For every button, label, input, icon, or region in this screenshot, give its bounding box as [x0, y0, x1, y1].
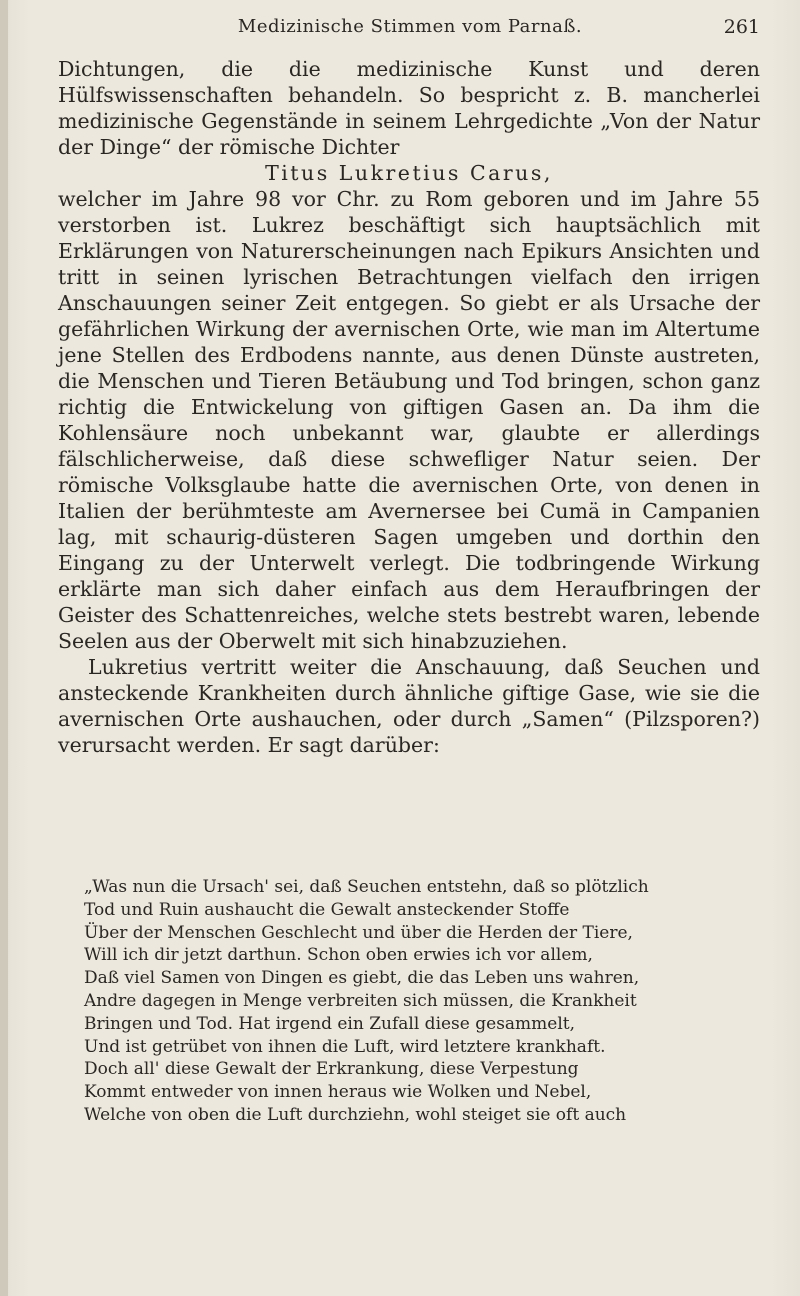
- paragraph-lucretius: Lukretius vertritt weiter die Anschauung, daß Seuchen und ansteckende Krankheiten durch ähnliche giftige Gase, wie sie die avernischen Orte aushauchen, oder durch „Samen“ (Pilzsporen?) verursacht werden. Er sagt darüber:: [58, 655, 760, 757]
- verse-line: Welche von oben die Luft durchziehn, wohl steiget sie oft auch: [84, 1104, 627, 1125]
- paragraph-intro: Dichtungen, die die medizinische Kunst und deren Hülfswissenschaften behandeln. So bespricht z. B. mancherlei medizinische Gegenstände in seinem Lehrgedichte „Von der Natur der Dinge“ der römische Dichter: [58, 57, 760, 159]
- verse-line: Über der Menschen Geschlecht und über die Herden der Tiere,: [84, 922, 633, 943]
- verse-line: Doch all' diese Gewalt der Erkrankung, diese Verpestung: [84, 1059, 579, 1080]
- running-head: Medizinische Stimmen vom Parnaß.: [237, 16, 583, 37]
- page-gutter: [0, 0, 8, 1296]
- verse-line: Will ich dir jetzt darthun. Schon oben erwies ich vor allem,: [84, 945, 593, 966]
- page-header: [60, 14, 760, 44]
- verse-line: Kommt entweder von innen heraus wie Wolken und Nebel,: [84, 1082, 592, 1103]
- author-name: Titus Lukretius Carus,: [265, 161, 553, 185]
- verse-quotation: [84, 876, 744, 1127]
- page-number: 261: [723, 16, 760, 38]
- verse-line: Andre dagegen in Menge verbreiten sich müssen, die Krankheit: [84, 990, 637, 1011]
- body-text: [58, 56, 760, 758]
- verse-line: Daß viel Samen von Dingen es giebt, die das Leben uns wahren,: [84, 968, 640, 989]
- verse-line: Tod und Ruin aushaucht die Gewalt ansteckender Stoffe: [84, 899, 570, 920]
- verse-line: Und ist getrübet von ihnen die Luft, wird letztere krankhaft.: [84, 1036, 606, 1057]
- verse-line: Bringen und Tod. Hat irgend ein Zufall diese gesammelt,: [84, 1013, 576, 1034]
- verse-line: „Was nun die Ursach' sei, daß Seuchen entstehn, daß so plötzlich: [84, 877, 649, 897]
- paragraph-biography: welcher im Jahre 98 vor Chr. zu Rom geboren und im Jahre 55 verstorben ist. Lukrez beschäftigt sich hauptsächlich mit Erklärungen von Naturerscheinungen nach Epikurs Ansichten und tritt in seinen lyrischen Betrachtungen vielfach den irrigen Anschauungen seiner Zeit entgegen. So giebt er als Ursache der gefährlichen Wirkung der avernischen Orte, wie man im Altertume jene Stellen des Erdbodens nannte, aus denen Dünste austreten, die Menschen und Tieren Betäubung und Tod bringen, schon ganz richtig die Entwickelung von giftigen Gasen an. Da ihm die Kohlensäure noch unbekannt war, glaubte er allerdings fälschlicherweise, daß diese schwefliger Natur seien. Der römische Volksglaube hatte die avernischen Orte, von denen in Italien der berühmteste am Avernersee bei Cumä in Campanien lag, mit schaurig-düsteren Sagen umgeben und dorthin den Eingang zu der Unterwelt verlegt. Die todbringende Wirkung erklärte man sich daher einfach aus dem Heraufbringen der Geister des Schattenreiches, welche stets bestrebt waren, lebende Seelen aus der Oberwelt mit sich hinabzuziehen.: [58, 187, 760, 653]
